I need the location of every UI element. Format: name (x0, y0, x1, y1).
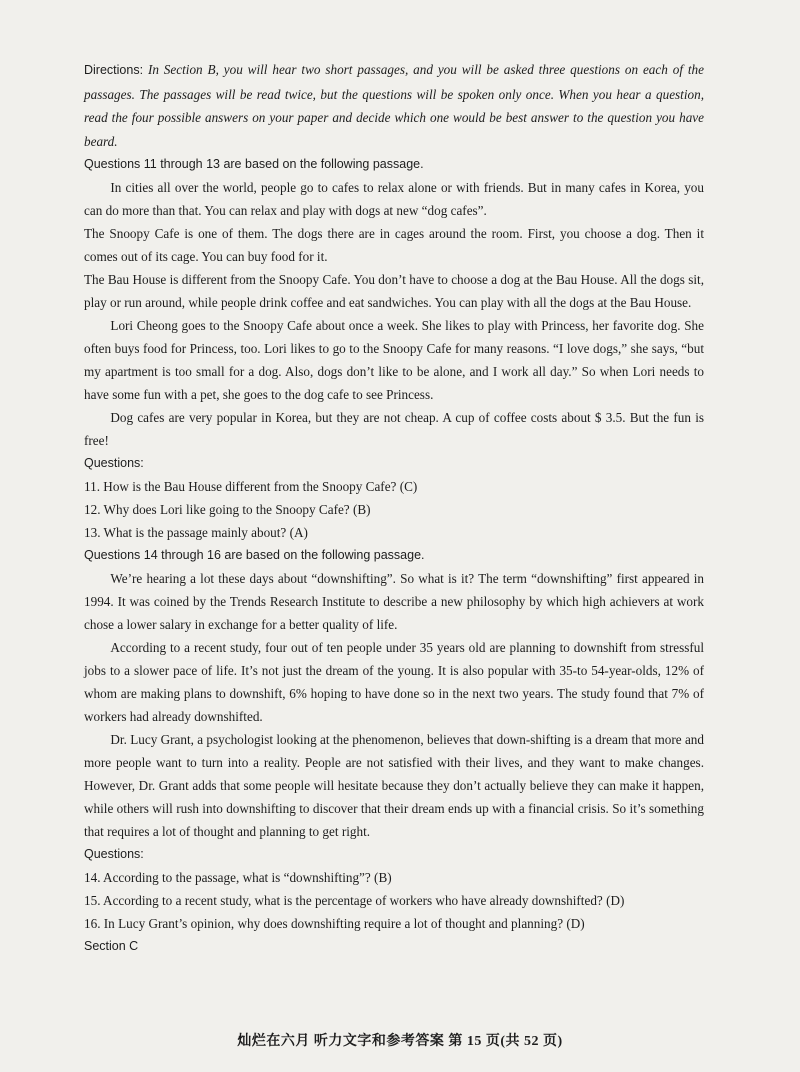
passage2-paragraph: We’re hearing a lot these days about “downshifting”. So what is it? The term “downshifting” first appeared in 1994. It was coined by the Trends Research Institute to describe a new philosophy by which high achievers at work chose a lower salary in exchange for a better quality of life. (84, 571, 704, 632)
passage1-paragraph: The Snoopy Cafe is one of them. The dogs there are in cages around the room. First, you choose a dog. Then it comes out of its cage. You can buy food for it. (84, 226, 704, 264)
question-item: 14. According to the passage, what is “downshifting”? (B) (84, 870, 392, 885)
passage2-paragraph: Dr. Lucy Grant, a psychologist looking at the phenomenon, believes that down-shifting is a dream that more and more people want to turn into a reality. People are not satisfied with their lives, and they want to make changes. However, Dr. Grant adds that some people will hesitate because they don’t actually believe they can make it happen, while others will rush into downshifting to discover that their dream ends up with a financial crisis. So it’s something that requires a lot of thought and planning to get right. (84, 732, 704, 839)
passage2-questions-label: Questions: (84, 847, 144, 861)
question-item: 16. In Lucy Grant’s opinion, why does downshifting require a lot of thought and planning? (D) (84, 916, 585, 931)
question-item: 12. Why does Lori like going to the Snoopy Cafe? (B) (84, 502, 371, 517)
passage1-heading: Questions 11 through 13 are based on the following passage. (84, 157, 424, 171)
passage1-paragraph: Dog cafes are very popular in Korea, but they are not cheap. A cup of coffee costs about $ 3.5. But the fun is free! (84, 410, 704, 448)
directions-label: Directions: (84, 63, 144, 77)
question-item: 15. According to a recent study, what is the percentage of workers who have already downshifted? (D) (84, 893, 625, 908)
question-item: 11. How is the Bau House different from the Snoopy Cafe? (C) (84, 479, 418, 494)
passage1-paragraph: In cities all over the world, people go to cafes to relax alone or with friends. But in many cafes in Korea, you can do more than that. You can relax and play with dogs at new “dog cafes”. (84, 180, 704, 218)
passage2-paragraph: According to a recent study, four out of ten people under 35 years old are planning to downshift from stressful jobs to a slower pace of life. It’s not just the dream of the young. It is also popular with 35-to 54-year-olds, 12% of whom are making plans to downshift, 6% hoping to have done so in the next two years. The study found that 7% of workers had already downshifted. (84, 640, 704, 724)
section-c-heading: Section C (84, 939, 139, 953)
passage1-questions-label: Questions: (84, 456, 144, 470)
passage1-paragraph: The Bau House is different from the Snoopy Cafe. You don’t have to choose a dog at the Bau House. All the dogs sit, play or run around, while people drink coffee and eat sandwiches. You can play with all the dogs at the Bau House. (84, 272, 704, 310)
page-footer: 灿烂在六月 听力文字和参考答案 第 15 页(共 52 页) (237, 1034, 563, 1049)
question-item: 13. What is the passage mainly about? (A) (84, 525, 308, 540)
passage2-heading: Questions 14 through 16 are based on the following passage. (84, 548, 425, 562)
directions-text: In Section B, you will hear two short passages, and you will be asked three questions on each of the passages. The passages will be read twice, but the questions will be spoken only once. When you hear a question, read the four possible answers on your paper and decide which one would be best answer to the question you have beard. (84, 62, 704, 149)
directions (84, 58, 704, 153)
passage1-paragraph: Lori Cheong goes to the Snoopy Cafe about once a week. She likes to play with Princess, her favorite dog. She often buys food for Princess, too. Lori likes to go to the Snoopy Cafe for many reasons. “I love dogs,” she says, “but my apartment is too small for a dog. Also, dogs don’t like to be alone, and I work all day.” So when Lori needs to have some fun with a pet, she goes to the dog cafe to see Princess. (84, 318, 704, 402)
document-page (84, 58, 704, 958)
